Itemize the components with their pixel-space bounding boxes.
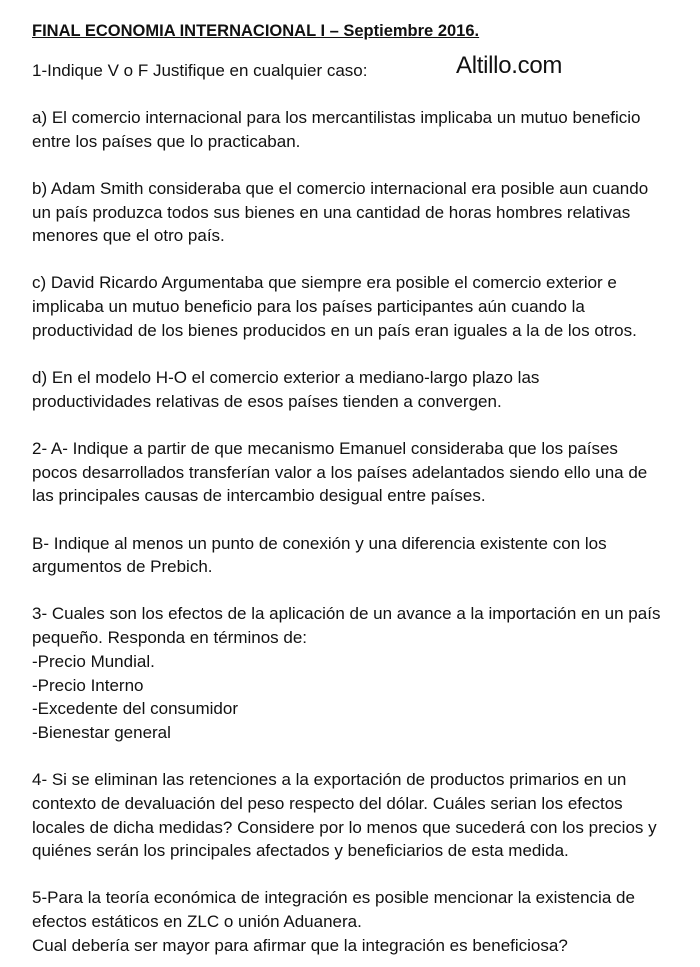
exam-title: FINAL ECONOMIA INTERNACIONAL I – Septiembre 2016. bbox=[32, 22, 480, 40]
text-line: 5-Para la teoría económica de integración es posible mencionar la existencia de bbox=[32, 888, 635, 908]
text-line: pocos desarrollados transferían valor a los países adelantados siendo ello una de bbox=[32, 462, 648, 482]
text-line: efectos estáticos en ZLC o unión Aduanera. bbox=[32, 912, 362, 932]
text-line: d) En el modelo H-O el comercio exterior a mediano-largo plazo las bbox=[32, 368, 540, 388]
text-line: quiénes serán los principales afectados y beneficiarios de esta medida. bbox=[32, 841, 569, 861]
text-line: 2- A- Indique a partir de que mecanismo Emanuel consideraba que los países bbox=[32, 438, 618, 458]
text-line: 1-Indique V o F Justifique en cualquier caso: bbox=[32, 60, 368, 80]
text-line: implicaba un mutuo beneficio para los países participantes aún cuando la bbox=[32, 297, 585, 317]
watermark-logo: Altillo.com bbox=[456, 52, 563, 79]
paragraph bbox=[32, 106, 692, 153]
paragraph bbox=[32, 271, 692, 342]
paragraph bbox=[32, 768, 692, 863]
text-line: contexto de devaluación del peso respecto del dólar. Cuáles serian los efectos bbox=[32, 793, 623, 813]
paragraph bbox=[32, 886, 692, 957]
text-line: B- Indique al menos un punto de conexión y una diferencia existente con los bbox=[32, 533, 607, 553]
paragraph bbox=[32, 602, 692, 744]
paragraph bbox=[32, 532, 692, 579]
text-line: productividades relativas de esos países tienden a convergen. bbox=[32, 391, 502, 411]
text-line: -Excedente del consumidor bbox=[32, 699, 239, 719]
text-line: c) David Ricardo Argumentaba que siempre era posible el comercio exterior e bbox=[32, 273, 617, 293]
text-line: pequeño. Responda en términos de: bbox=[32, 628, 308, 648]
text-line: locales de dicha medidas? Considere por lo menos que sucederá con los precios y bbox=[32, 817, 657, 837]
text-line: un país produzca todos sus bienes en una cantidad de horas hombres relativas bbox=[32, 202, 631, 222]
text-line: Cual debería ser mayor para afirmar que la integración es beneficiosa? bbox=[32, 935, 568, 955]
text-line: menores que el otro país. bbox=[32, 226, 225, 246]
text-line: -Precio Mundial. bbox=[32, 651, 155, 671]
text-line: productividad de los bienes producidos en un país eran iguales a la de los otros. bbox=[32, 320, 637, 340]
text-line: 4- Si se eliminan las retenciones a la exportación de productos primarios en un bbox=[32, 770, 627, 790]
text-line: entre los países que lo practicaban. bbox=[32, 131, 301, 151]
exam-body bbox=[32, 59, 692, 958]
paragraph bbox=[32, 59, 692, 83]
text-line: las principales causas de intercambio desigual entre países. bbox=[32, 486, 486, 506]
text-line: 3- Cuales son los efectos de la aplicación de un avance a la importación en un país bbox=[32, 604, 661, 624]
text-line: argumentos de Prebich. bbox=[32, 557, 213, 577]
text-line: b) Adam Smith consideraba que el comercio internacional era posible aun cuando bbox=[32, 178, 649, 198]
text-line: -Bienestar general bbox=[32, 722, 171, 742]
text-line: -Precio Interno bbox=[32, 675, 144, 695]
paragraph bbox=[32, 177, 692, 248]
paragraph bbox=[32, 437, 692, 508]
text-line: a) El comercio internacional para los mercantilistas implicaba un mutuo beneficio bbox=[32, 107, 641, 127]
paragraph bbox=[32, 366, 692, 413]
exam-document bbox=[32, 20, 692, 958]
